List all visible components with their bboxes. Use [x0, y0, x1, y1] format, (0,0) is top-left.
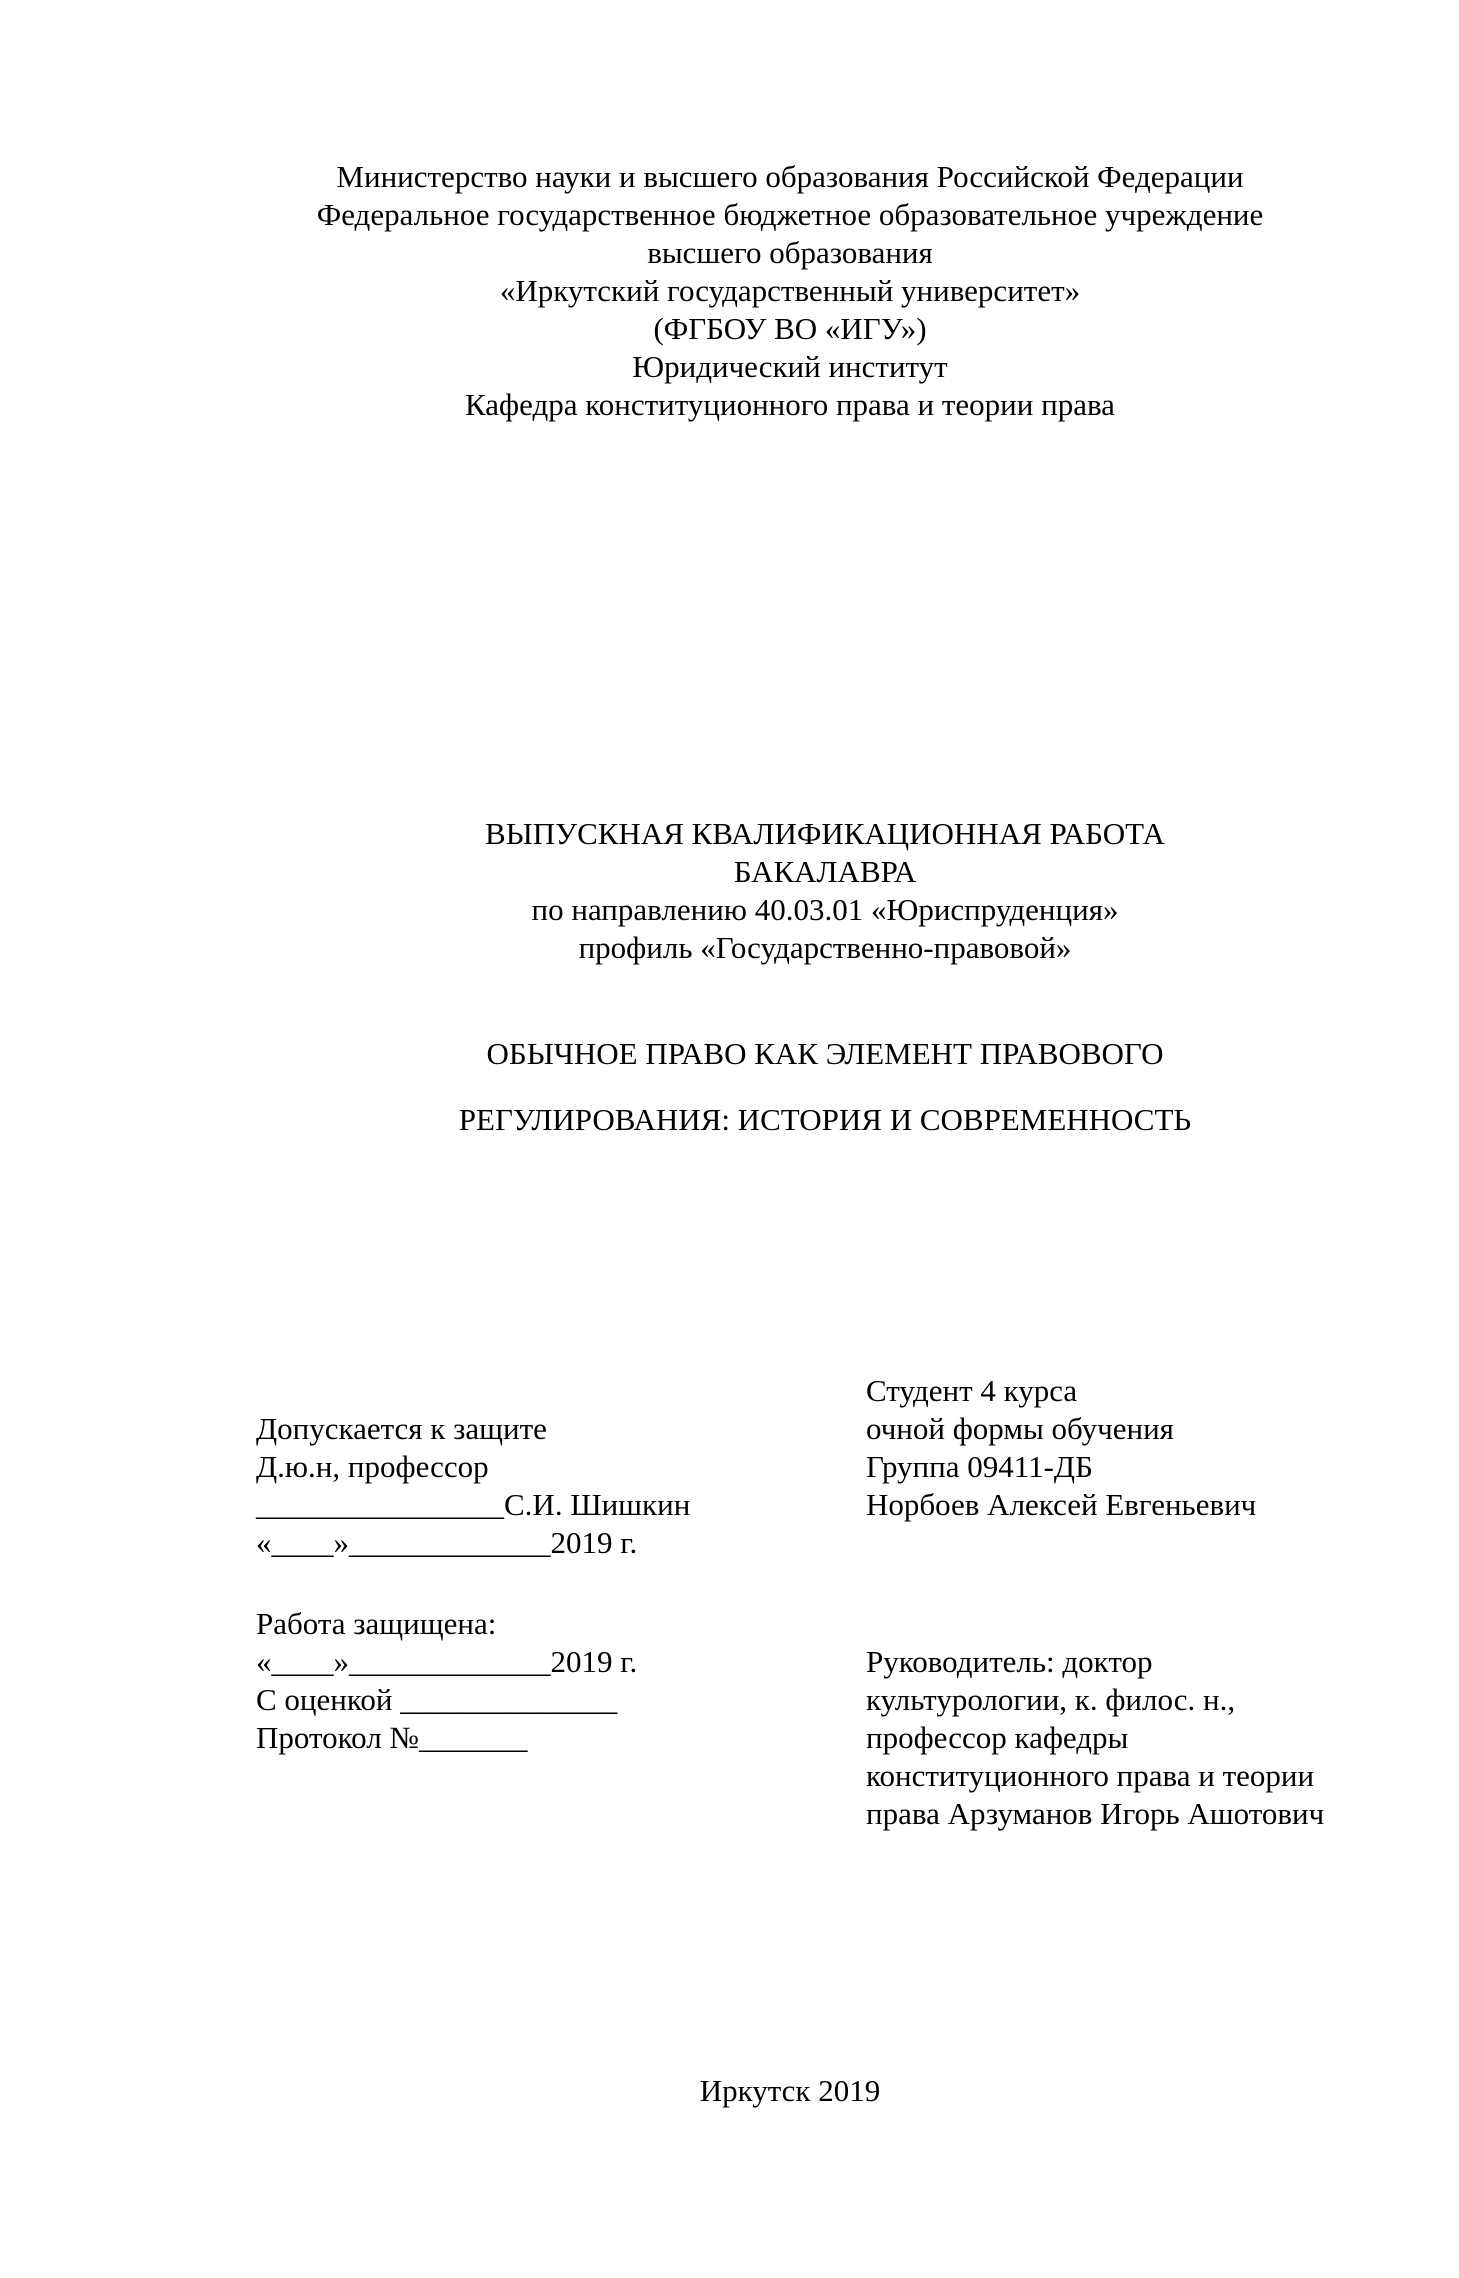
defense-protocol: Протокол №_______ [256, 1720, 528, 1755]
city-year: Иркутск 2019 [699, 2073, 881, 2108]
profile-line: профиль «Государственно-правовой» [578, 930, 1072, 965]
admission-heading: Допускается к защите [256, 1411, 547, 1446]
supervisor-block [866, 1643, 1426, 1833]
student-course: Студент 4 курса [866, 1373, 1078, 1408]
student-group: Группа 09411-ДБ [866, 1449, 1093, 1484]
student-name: Норбоев Алексей Евгеньевич [866, 1487, 1257, 1522]
city-year-footer [0, 2072, 1459, 2110]
admission-date: «____»_____________2019 г. [256, 1525, 638, 1560]
thesis-topic [380, 1021, 1270, 1153]
student-block [866, 1372, 1426, 1524]
supervisor-line-4: конституционного права и теории [866, 1758, 1315, 1793]
supervisor-line-2: культурологии, к. филос. н., [866, 1682, 1236, 1717]
department-line: Кафедра конституционного права и теории права [465, 387, 1115, 422]
defense-heading: Работа защищена: [256, 1606, 497, 1641]
admission-block [256, 1410, 776, 1562]
defense-grade: С оценкой ______________ [256, 1682, 618, 1717]
admission-signature: ________________С.И. Шишкин [256, 1487, 691, 1522]
institution-header [0, 158, 1459, 424]
university-name-line: «Иркутский государственный университет» [499, 273, 1081, 308]
institute-line: Юридический институт [632, 349, 948, 384]
thesis-type-block [380, 815, 1270, 967]
defense-date: «____»_____________2019 г. [256, 1644, 638, 1679]
supervisor-line-3: профессор кафедры [866, 1720, 1129, 1755]
defense-block [256, 1605, 776, 1757]
topic-line-1: ОБЫЧНОЕ ПРАВО КАК ЭЛЕМЕНТ ПРАВОВОГО [486, 1036, 1164, 1071]
supervisor-line-1: Руководитель: доктор [866, 1644, 1153, 1679]
admission-title: Д.ю.н, профессор [256, 1449, 489, 1484]
student-study-form: очной формы обучения [866, 1411, 1174, 1446]
degree-line: БАКАЛАВРА [733, 854, 917, 889]
university-abbr-line: (ФГБОУ ВО «ИГУ») [653, 311, 927, 346]
ministry-line: Министерство науки и высшего образования Российской Федерации [336, 159, 1244, 194]
topic-line-2: РЕГУЛИРОВАНИЯ: ИСТОРИЯ И СОВРЕМЕННОСТЬ [458, 1102, 1192, 1137]
education-level-line: высшего образования [647, 235, 933, 270]
direction-line: по направлению 40.03.01 «Юриспруденция» [531, 892, 1119, 927]
thesis-type-line: ВЫПУСКНАЯ КВАЛИФИКАЦИОННАЯ РАБОТА [485, 816, 1165, 851]
supervisor-line-5: права Арзуманов Игорь Ашотович [866, 1796, 1325, 1831]
institution-type-line: Федеральное государственное бюджетное образовательное учреждение [316, 197, 1264, 232]
